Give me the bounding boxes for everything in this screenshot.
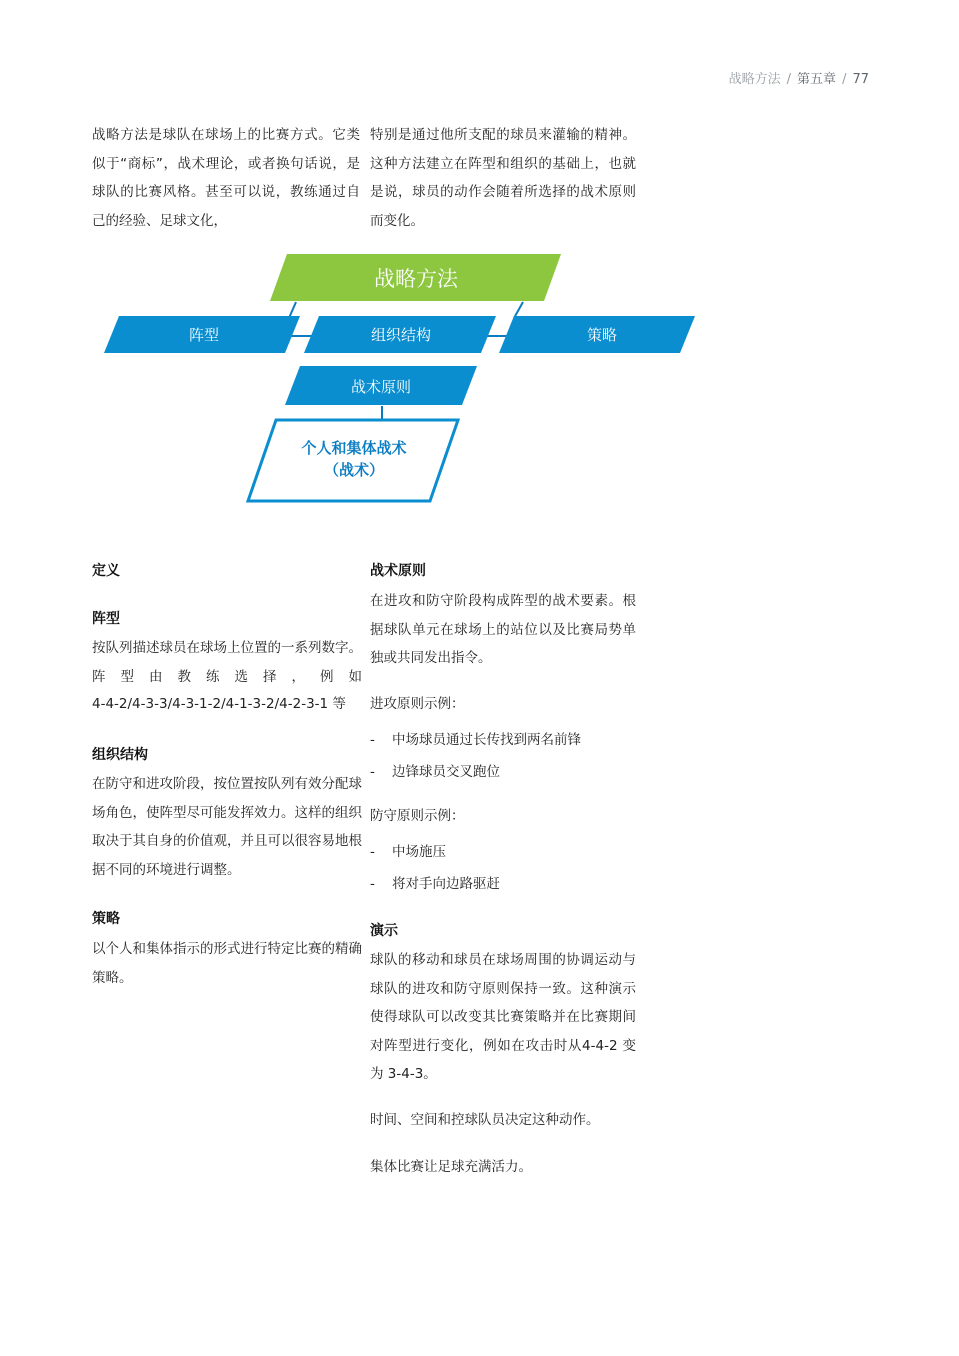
principles-heading: 战术原则 <box>370 563 426 579</box>
defense-example-text: 中场施压 <box>392 844 446 860</box>
header-separator: / <box>842 72 847 87</box>
intro-right-paragraph: 特别是通过他所支配的球员来灌输的精神。这种方法建立在阵型和组织的基础上，也就是说，球员的动作会随着所选择的战术原则而变化。 <box>370 127 636 229</box>
strategy-approach-label: 战略方法 <box>374 267 458 291</box>
attack-examples-heading: 进攻原则示例： <box>370 696 465 712</box>
attack-example-item <box>370 760 500 780</box>
demo-text: 球队的移动和球员在球场周围的协调运动与球队的进攻和防守原则保持一致。这种演示使得球队可以改变其比赛策略并在比赛期间对阵型进行变化，例如在攻击时从4-4-2 变为 3-4-3。 <box>370 952 636 1082</box>
tactics-label-line2: （战术） <box>323 461 385 479</box>
defense-example-item <box>370 840 446 860</box>
strategy-label: 策略 <box>586 326 618 344</box>
organization-heading: 组织结构 <box>92 747 148 763</box>
attack-example-text: 边锋球员交叉跑位 <box>392 764 500 780</box>
strategy-heading: 策略 <box>92 911 120 927</box>
header-section: 战略方法 <box>728 72 781 87</box>
defense-example-item <box>370 872 500 892</box>
definition-heading: 定义 <box>92 563 120 579</box>
formation-text: 按队列描述球员在球场上位置的一系列数字。阵型由教练选择，例如 <box>92 640 362 685</box>
formation-example: 4-4-2/4-3-3/4-3-1-2/4-1-3-2/4-2-3-1 等 <box>92 696 346 712</box>
demo-heading: 演示 <box>370 923 398 939</box>
intro-left-paragraph: 战略方法是球队在球场上的比赛方式。它类似于“商标”，战术理论，或者换句话说，是球队的比赛风格。甚至可以说，教练通过自己的经验、足球文化， <box>92 127 360 229</box>
defense-examples-heading: 防守原则示例： <box>370 808 465 824</box>
header-chapter: 第五章 <box>797 72 837 87</box>
list-dash: - <box>370 732 375 748</box>
tactical-principles-label: 战术原则 <box>350 378 412 396</box>
defense-example-text: 将对手向边路驱赶 <box>392 876 500 892</box>
attack-example-text: 中场球员通过长传找到两名前锋 <box>392 732 581 748</box>
attack-example-item <box>370 728 581 748</box>
formation-label: 阵型 <box>188 326 220 344</box>
organization-text: 在防守和进攻阶段，按位置按队列有效分配球场角色，使阵型尽可能发挥效力。这样的组织取决于其自身的价值观，并且可以很容易地根据不同的环境进行调整。 <box>92 776 362 878</box>
formation-heading: 阵型 <box>92 611 120 627</box>
page-number: 77 <box>852 72 869 87</box>
organization-label: 组织结构 <box>370 326 432 344</box>
tactics-label-line1: 个人和集体战术 <box>301 439 407 457</box>
connector-line <box>289 302 296 318</box>
list-dash: - <box>370 876 375 892</box>
strategy-text: 以个人和集体指示的形式进行特定比赛的精确策略。 <box>92 941 362 986</box>
time-space-text: 时间、空间和控球队员决定这种动作。 <box>370 1112 600 1128</box>
list-dash: - <box>370 764 375 780</box>
list-dash: - <box>370 844 375 860</box>
connector-line <box>514 302 523 318</box>
strategy-diagram <box>0 0 959 520</box>
principles-text: 在进攻和防守阶段构成阵型的战术要素。根据球队单元在球场上的站位以及比赛局势单独或共同发出指令。 <box>370 593 636 666</box>
collective-play-text: 集体比赛让足球充满活力。 <box>370 1159 532 1175</box>
header-separator: / <box>786 72 792 87</box>
